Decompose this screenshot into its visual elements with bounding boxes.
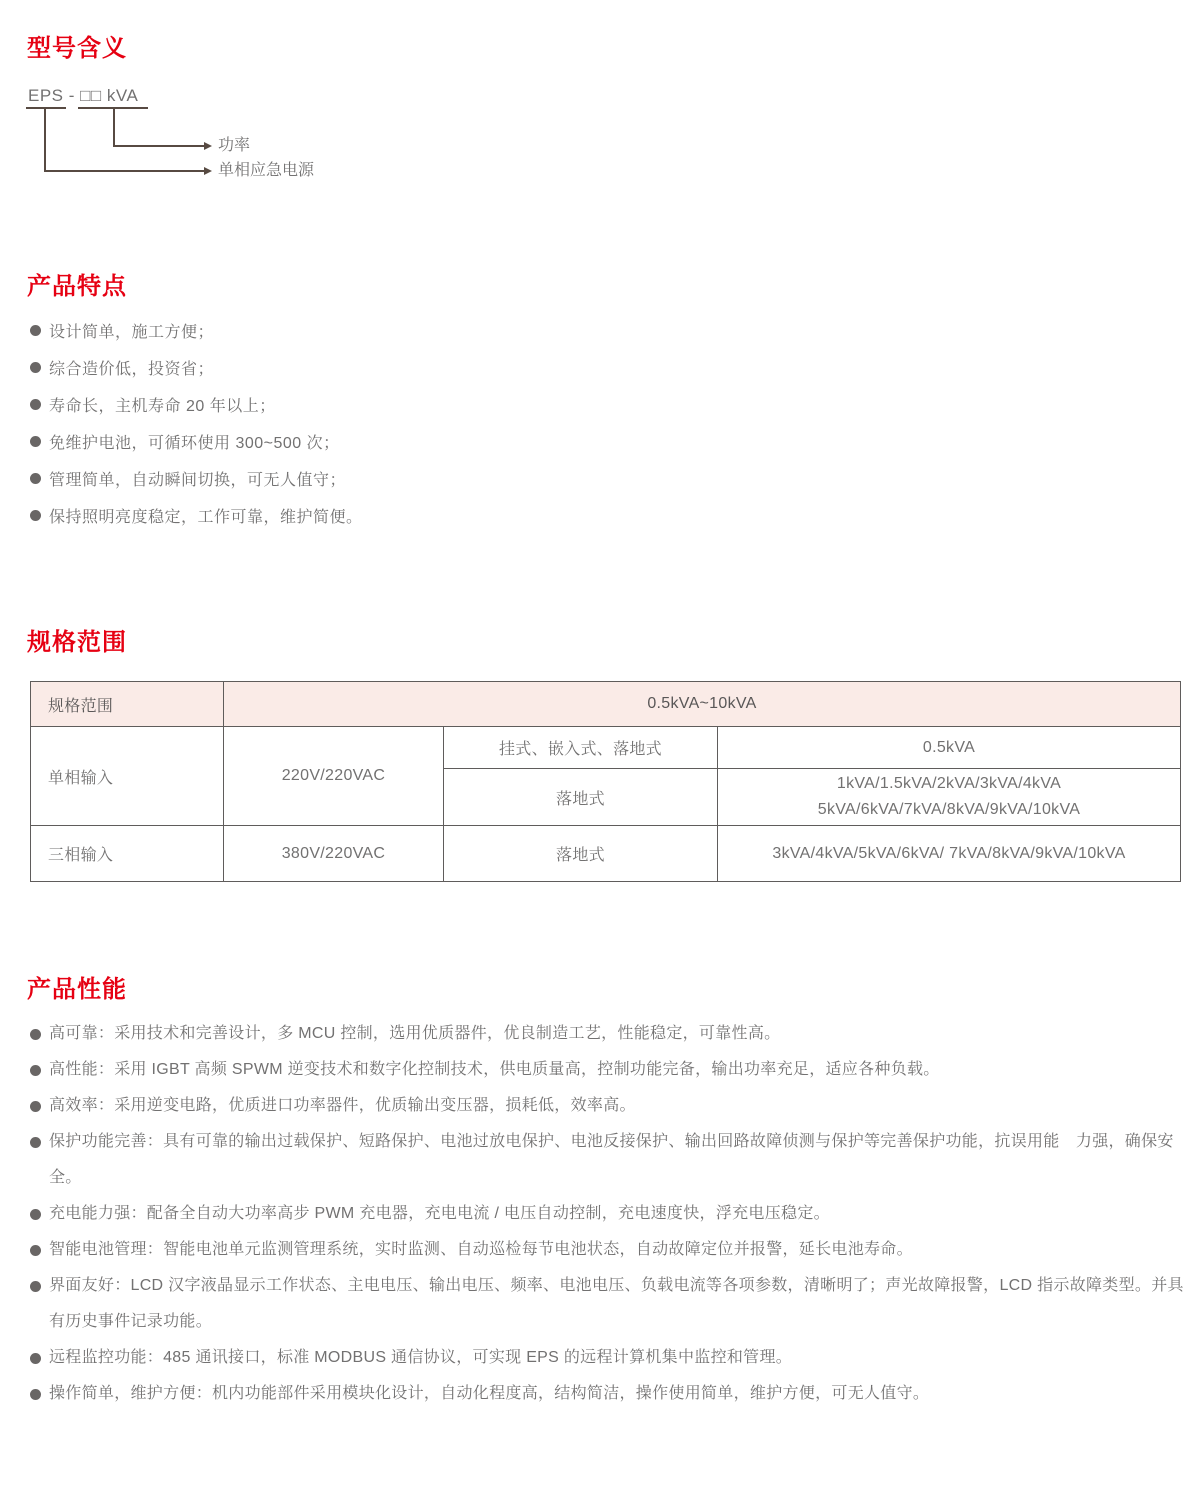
diagram-label-single-phase: 单相应急电源 — [218, 162, 315, 179]
bullet-dot-icon — [30, 1101, 41, 1112]
cell-capacity: 0.5kVA — [718, 727, 1181, 769]
diagram-underline-eps — [26, 107, 66, 109]
spec-table-header-label: 规格范围 — [31, 682, 224, 727]
cell-mount-type: 落地式 — [444, 826, 718, 882]
cell-input-type: 三相输入 — [31, 826, 224, 882]
feature-text: 设计简单，施工方便； — [49, 324, 215, 341]
list-item — [30, 349, 1180, 386]
performance-text: 高性能：采用 IGBT 高频 SPWM 逆变技术和数字化控制技术，供电质量高，控制功能完备，输出功率充足，适应各种负载。 — [49, 1061, 940, 1078]
bullet-dot-icon — [30, 1209, 41, 1220]
diagram-vline-type — [44, 107, 46, 172]
cell-capacity: 3kVA/4kVA/5kVA/6kVA/ 7kVA/8kVA/9kVA/10kVA — [718, 826, 1181, 882]
bullet-dot-icon — [30, 1029, 41, 1040]
performance-text: 保护功能完善：具有可靠的输出过载保护、短路保护、电池过放电保护、电池反接保护、输出回路故障侦测与保护等完善保护功能，抗误用能 力强，确保安全。 — [49, 1133, 1174, 1186]
list-item — [30, 386, 1180, 423]
list-item — [30, 1232, 1184, 1268]
cell-input-type: 单相输入 — [31, 727, 224, 826]
spec-table-header-value: 0.5kVA~10kVA — [224, 682, 1181, 727]
list-item — [30, 1052, 1184, 1088]
feature-text: 保持照明亮度稳定，工作可靠，维护简便。 — [49, 509, 363, 526]
list-item — [30, 1340, 1184, 1376]
feature-text: 综合造价低，投资省； — [49, 361, 215, 378]
section-heading-spec-range: 规格范围 — [27, 629, 127, 656]
performance-text: 高可靠：采用技术和完善设计，多 MCU 控制，选用优质器件，优良制造工艺，性能稳定，可靠性高。 — [49, 1025, 781, 1042]
list-item — [30, 1124, 1184, 1196]
feature-text: 寿命长，主机寿命 20 年以上； — [49, 398, 276, 415]
arrow-right-icon — [204, 142, 212, 150]
bullet-dot-icon — [30, 1353, 41, 1364]
list-item — [30, 423, 1180, 460]
performance-text: 高效率：采用逆变电路，优质进口功率器件，优质输出变压器，损耗低，效率高。 — [49, 1097, 636, 1114]
table-row — [31, 727, 1181, 769]
bullet-dot-icon — [30, 473, 41, 484]
performance-list — [30, 1016, 1184, 1412]
diagram-hline-type — [44, 170, 204, 172]
section-heading-performance: 产品性能 — [27, 976, 127, 1003]
section-heading-features: 产品特点 — [27, 273, 127, 300]
capacity-line: 1kVA/1.5kVA/2kVA/3kVA/4kVA — [836, 775, 1062, 792]
spec-table — [30, 681, 1181, 882]
table-row — [31, 682, 1181, 727]
performance-text: 远程监控功能：485 通讯接口，标准 MODBUS 通信协议，可实现 EPS 的远程计算机集中监控和管理。 — [49, 1349, 793, 1366]
bullet-dot-icon — [30, 399, 41, 410]
performance-text: 充电能力强：配备全自动大功率高步 PWM 充电器，充电电流 / 电压自动控制，充电速度快，浮充电压稳定。 — [49, 1205, 830, 1222]
list-item — [30, 1196, 1184, 1232]
section-heading-model-meaning: 型号含义 — [27, 35, 127, 62]
bullet-dot-icon — [30, 1389, 41, 1400]
bullet-dot-icon — [30, 510, 41, 521]
cell-voltage: 220V/220VAC — [224, 727, 444, 826]
cell-voltage: 380V/220VAC — [224, 826, 444, 882]
performance-text: 智能电池管理：智能电池单元监测管理系统，实时监测、自动巡检每节电池状态，自动故障定位并报警，延长电池寿命。 — [49, 1241, 913, 1258]
arrow-right-icon — [204, 167, 212, 175]
list-item — [30, 312, 1180, 349]
list-item — [30, 497, 1180, 534]
cell-mount-type: 落地式 — [444, 769, 718, 826]
capacity-line: 5kVA/6kVA/7kVA/8kVA/9kVA/10kVA — [817, 801, 1081, 818]
bullet-dot-icon — [30, 1137, 41, 1148]
bullet-dot-icon — [30, 362, 41, 373]
diagram-vline-power — [113, 107, 115, 147]
list-item — [30, 1376, 1184, 1412]
bullet-dot-icon — [30, 1065, 41, 1076]
cell-capacity — [718, 769, 1181, 826]
cell-mount-type: 挂式、嵌入式、落地式 — [444, 727, 718, 769]
bullet-dot-icon — [30, 436, 41, 447]
performance-text: 界面友好：LCD 汉字液晶显示工作状态、主电电压、输出电压、频率、电池电压、负载电流等各项参数，清晰明了；声光故障报警，LCD 指示故障类型。并具有历史事件记录功能。 — [49, 1277, 1184, 1330]
list-item — [30, 1088, 1184, 1124]
bullet-dot-icon — [30, 325, 41, 336]
bullet-dot-icon — [30, 1281, 41, 1292]
list-item — [30, 1268, 1184, 1340]
list-item — [30, 1016, 1184, 1052]
feature-list — [30, 312, 1180, 534]
table-row — [31, 826, 1181, 882]
diagram-hline-power — [113, 145, 204, 147]
performance-text: 操作简单，维护方便：机内功能部件采用模块化设计，自动化程度高，结构简洁，操作使用简单，维护方便，可无人值守。 — [49, 1385, 930, 1402]
model-code-text: EPS - □□ kVA — [28, 86, 139, 105]
feature-text: 免维护电池，可循环使用 300~500 次； — [49, 435, 340, 452]
feature-text: 管理简单，自动瞬间切换，可无人值守； — [49, 472, 347, 489]
diagram-label-power: 功率 — [218, 137, 251, 154]
bullet-dot-icon — [30, 1245, 41, 1256]
list-item — [30, 460, 1180, 497]
